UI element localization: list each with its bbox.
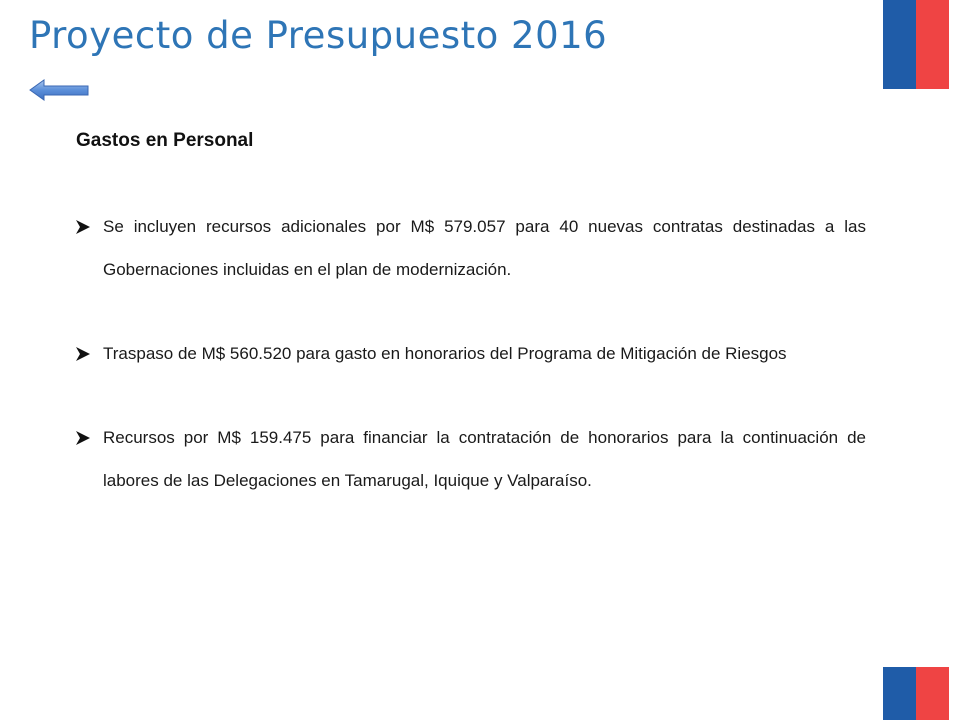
arrowhead-bullet-icon <box>76 347 90 361</box>
bullet-item <box>76 416 866 502</box>
arrowhead-bullet-icon <box>76 431 90 445</box>
flag-stripe-red <box>916 0 949 89</box>
bullet-text: Recursos por M$ 159.475 para financiar la contratación de honorarios para la continuación de labores de las Delegaciones en Tamarugal, Iquique y Valparaíso. <box>103 428 866 490</box>
arrowhead-bullet-icon <box>76 220 90 234</box>
chile-flag-top <box>883 0 949 89</box>
bullet-text: Se incluyen recursos adicionales por M$ 579.057 para 40 nuevas contratas destinadas a las Gobernaciones incluidas en el plan de modernización. <box>103 217 866 279</box>
back-arrow-icon[interactable] <box>28 76 90 104</box>
bullet-text: Traspaso de M$ 560.520 para gasto en honorarios del Programa de Mitigación de Riesgos <box>103 344 787 363</box>
bullet-item <box>76 205 866 291</box>
section-heading: Gastos en Personal <box>76 130 254 151</box>
bullet-list <box>76 205 866 502</box>
slide-title: Proyecto de Presupuesto 2016 <box>29 14 608 57</box>
chile-flag-bottom <box>883 667 949 720</box>
flag-stripe-blue <box>883 667 916 720</box>
flag-stripe-blue <box>883 0 916 89</box>
flag-stripe-red <box>916 667 949 720</box>
bullet-item <box>76 332 866 375</box>
